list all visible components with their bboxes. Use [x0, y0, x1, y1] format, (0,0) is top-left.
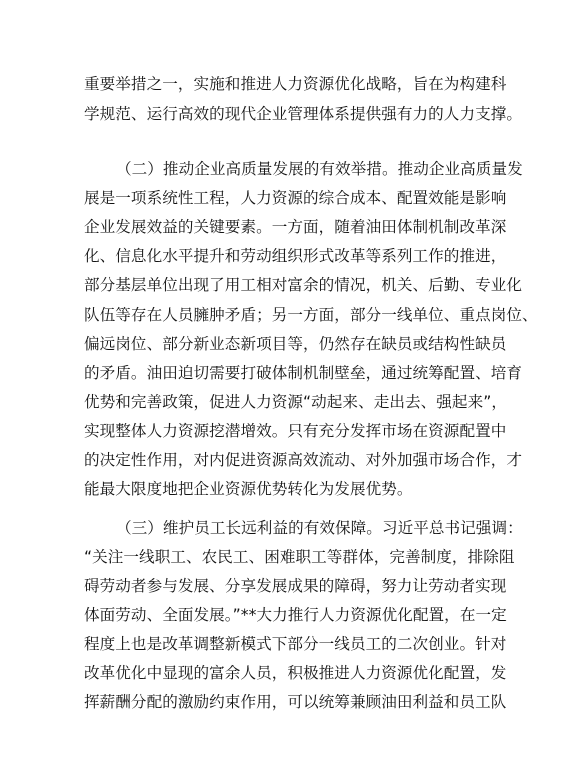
text-line: 学规范、运行高效的现代企业管理体系提供强有力的人力支撑。 [84, 105, 523, 123]
text-line: 重要举措之一，实施和推进人力资源优化战略，旨在为构建科 [84, 75, 507, 93]
text-line: 碍劳动者参与发展、分享发展成果的障碍，努力让劳动者实现 [84, 577, 507, 595]
text-line: 化、信息化水平提升和劳动组织形式改革等系列工作的推进， [84, 247, 507, 265]
text-line: 改革优化中显现的富余人员，积极推进人力资源优化配置，发 [84, 664, 507, 682]
text-line: 企业发展效益的关键要素。一方面，随着油田体制机制改革深 [84, 218, 507, 236]
text-line: 挥薪酬分配的激励约束作用，可以统筹兼顾油田利益和员工队 [84, 693, 507, 711]
section-3-heading-line: （三）维护员工长远利益的有效保障。习近平总书记强调： [116, 519, 523, 537]
text-line: 程度上也是改革调整新模式下部分一线员工的二次创业。针对 [84, 635, 507, 653]
text-line: 偏远岗位、部分新业态新项目等，仍然存在缺员或结构性缺员 [84, 335, 507, 353]
text-line: 的决定性作用，对内促进资源高效流动、对外加强市场合作，才 [84, 451, 523, 469]
text-line: 优势和完善政策，促进人力资源“动起来、走出去、强起来”， [84, 393, 507, 411]
section-2-heading-line: （二）推动企业高质量发展的有效举措。推动企业高质量发 [116, 160, 523, 178]
text-line: 的矛盾。油田迫切需要打破体制机制壁垒，通过统筹配置、培育 [84, 364, 523, 382]
text-line: 展是一项系统性工程，人力资源的综合成本、配置效能是影响 [84, 189, 507, 207]
text-line: 部分基层单位出现了用工相对富余的情况，机关、后勤、专业化 [84, 276, 523, 294]
text-line: 能最大限度地把企业资源优势转化为发展优势。 [84, 480, 413, 498]
text-line: 体面劳动、全面发展。”**大力推行人力资源优化配置，在一定 [84, 606, 507, 624]
text-line: 实现整体人力资源挖潜增效。只有充分发挥市场在资源配置中 [84, 422, 507, 440]
text-line: 队伍等存在人员臃肿矛盾；另一方面，部分一线单位、重点岗位、 [84, 306, 538, 324]
text-line: “关注一线职工、农民工、困难职工等群体，完善制度，排除阻 [84, 548, 515, 566]
